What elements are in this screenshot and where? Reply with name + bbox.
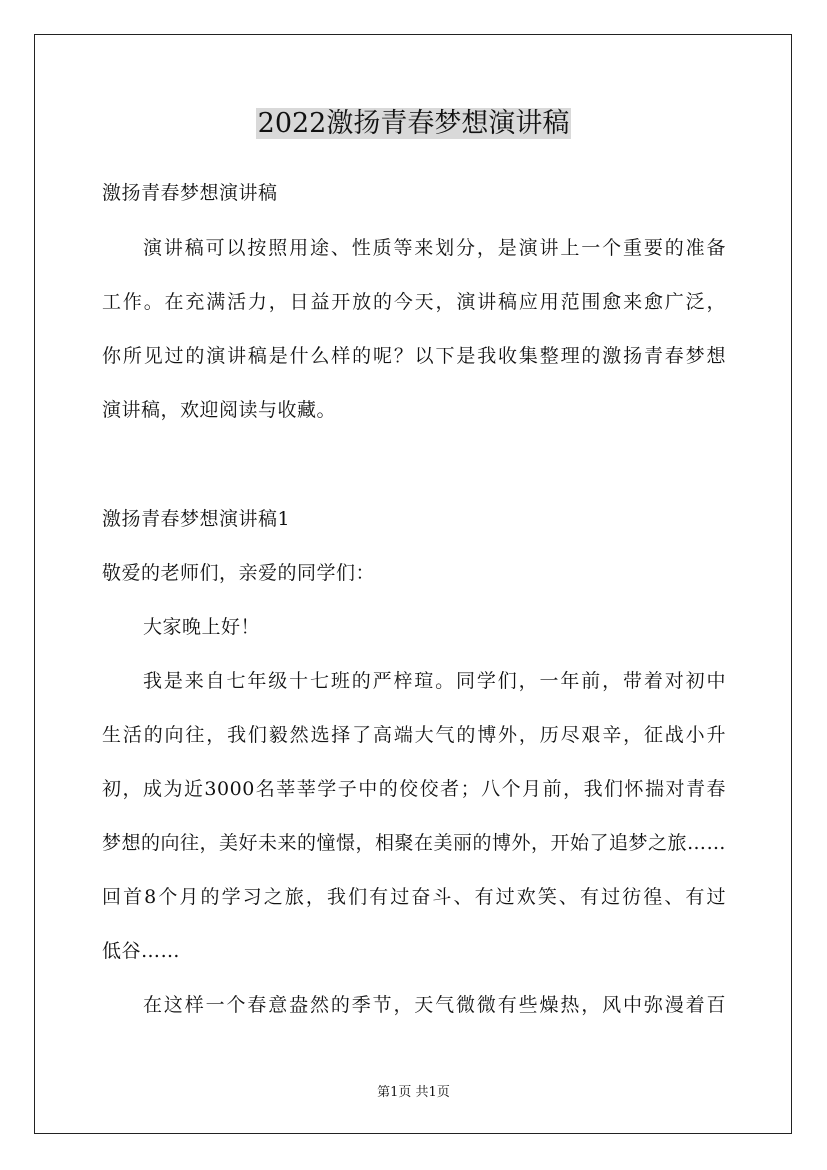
body-line-1: 我是来自七年级十七班的严梓瑄。同学们，一年前，带着对初中 xyxy=(143,670,726,692)
body-line-5: 回首8个月的学习之旅，我们有过奋斗、有过欢笑、有过彷徨、有过 xyxy=(102,886,726,908)
body-last-line: 在这样一个春意盎然的季节，天气微微有些燥热，风中弥漫着百 xyxy=(143,994,726,1016)
body-line-6: 低谷…… xyxy=(102,940,181,962)
page-footer: 第1页 共1页 xyxy=(377,1085,450,1100)
document-title-text: 2022激扬青春梦想演讲稿 xyxy=(257,108,570,139)
body-line-2: 生活的向往，我们毅然选择了高端大气的博外，历尽艰辛，征战小升 xyxy=(102,724,726,746)
section-heading: 激扬青春梦想演讲稿1 xyxy=(102,508,291,530)
greeting: 大家晚上好！ xyxy=(143,616,261,638)
body-line-3: 初，成为近3000名莘莘学子中的佼佼者；八个月前，我们怀揣对青春 xyxy=(102,778,726,800)
intro-line-1: 演讲稿可以按照用途、性质等来划分，是演讲上一个重要的准备 xyxy=(143,237,726,259)
intro-line-4: 演讲稿，欢迎阅读与收藏。 xyxy=(102,399,337,421)
body-line-4: 梦想的向往，美好未来的憧憬，相聚在美丽的博外，开始了追梦之旅…… xyxy=(102,832,727,854)
subtitle: 激扬青春梦想演讲稿 xyxy=(102,182,278,204)
salutation: 敬爱的老师们，亲爱的同学们： xyxy=(102,562,376,584)
intro-line-2: 工作。在充满活力，日益开放的今天，演讲稿应用范围愈来愈广泛， xyxy=(102,291,726,313)
intro-line-3: 你所见过的演讲稿是什么样的呢？以下是我收集整理的激扬青春梦想 xyxy=(102,345,726,367)
document-title xyxy=(0,104,827,144)
